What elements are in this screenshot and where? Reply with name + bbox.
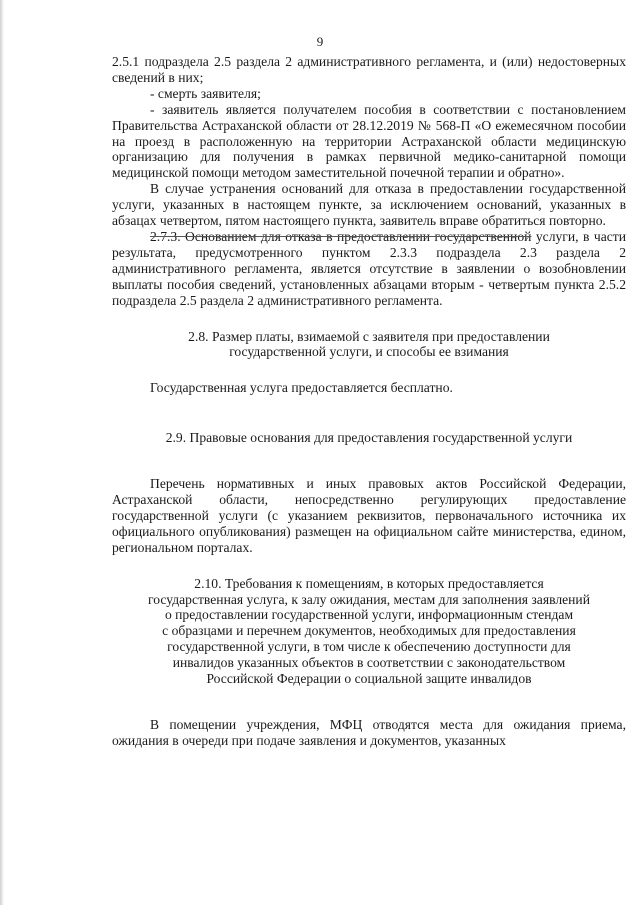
paragraph-repeat-application: В случае устранения оснований для отказа в предоставлении государственной услуги, указанных в настоящем пункте, за исключением оснований, указанных в абзацах четвертом, пятом настоящего пункта, заявитель вправе обратиться повторно.	[112, 181, 626, 229]
list-item-benefit-recipient: - заявитель является получателем пособия в соответствии с постановлением Правительства Астраханской области от 28.12.2019 № 568-П «О ежемесячном пособии на проезд в расположенную на территории Астраханской области медицинскую организацию для получения в рамках первичной медико-санитарной помощи медицинской помощи методом заместительной почечной терапии и обратно».	[112, 101, 626, 181]
section-heading-2-8: 2.8. Размер платы, взимаемой с заявителя при предоставлении государственной услуги, и способы ее взимания	[188, 328, 550, 360]
paragraph-free-service: Государственная услуга предоставляется бесплатно.	[150, 380, 453, 396]
struck-text: 2.7.3. Основанием для отказа в предоставлении государственной	[150, 228, 532, 244]
paragraph-2-5-1-continuation: 2.5.1 подраздела 2.5 раздела 2 административного регламента, и (или) недостоверных сведений в них;	[112, 54, 626, 85]
scan-edge	[0, 0, 4, 905]
section-heading-2-9: 2.9. Правовые основания для предоставления государственной услуги	[165, 430, 573, 446]
list-item-applicant-death: - смерть заявителя;	[150, 85, 261, 101]
document-body	[112, 54, 626, 749]
paragraph-2-7-3	[112, 229, 626, 309]
page-number: 9	[316, 34, 324, 49]
paragraph-2-7-3-text: услуги, в части результата, предусмотренного пунктом 2.3.3 подраздела 2.3 раздела 2 административного регламента, является отсутствие в заявлении о возобновлении выплаты пособия сведений, установленных абзацами вторым - четвертым пункта 2.5.2 подраздела 2.5 раздела 2 административного регламента.	[112, 228, 626, 308]
paragraph-waiting-areas: В помещении учреждения, МФЦ отводятся места для ожидания приема, ожидания в очереди при подаче заявления и документов, указанных	[112, 717, 626, 748]
paragraph-legal-acts: Перечень нормативных и иных правовых актов Российской Федерации, Астраханской области, непосредственно регулирующих предоставление государственной услуги (с указанием реквизитов, первоначального источника их официального опубликования) размещен на официальном сайте министерства, едином, региональном порталах.	[112, 476, 626, 555]
section-heading-2-10: 2.10. Требования к помещениям, в которых предоставляется государственная услуга, к залу ожидания, местам для заполнения заявлений о предоставлении государственной услуги, информационным стендам с образцами и перечнем документов, необходимых для предоставления государственной услуги, в том числе к обеспечению доступности для инвалидов указанных объектов в соответствии с законодательством Российской Федерации о социальной защите инвалидов	[148, 575, 590, 687]
